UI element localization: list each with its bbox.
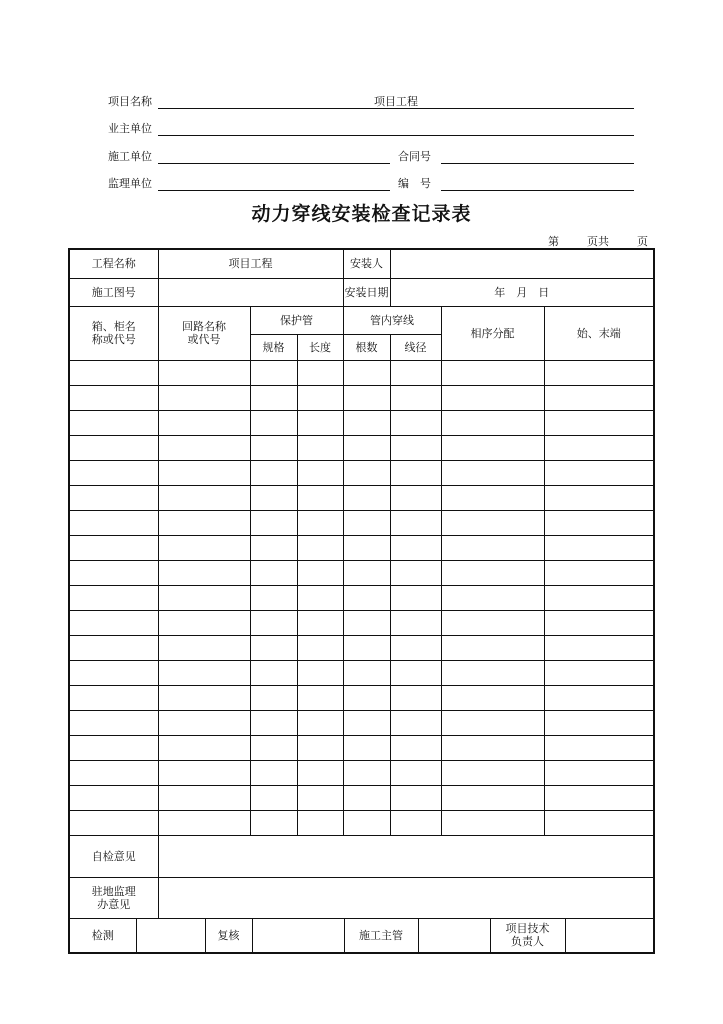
contract-no-label: 合同号 [398, 150, 431, 163]
self-check-field[interactable] [158, 835, 654, 877]
project-value[interactable]: 项目工程 [158, 249, 343, 278]
col-box [69, 306, 158, 360]
page-total-label: 页共 [587, 235, 609, 248]
install-date-label: 安装日期 [343, 278, 390, 306]
table-cell[interactable] [441, 685, 544, 710]
col-box-line2: 称或代号 [91, 333, 136, 346]
table-cell[interactable] [69, 535, 158, 560]
table-row [69, 385, 654, 410]
table-cell[interactable] [297, 560, 343, 585]
installer-field[interactable] [390, 249, 654, 278]
tech-lead-line1: 项目技术 [505, 922, 550, 935]
table-cell[interactable] [390, 560, 441, 585]
table-cell[interactable] [158, 660, 250, 685]
table-cell[interactable] [441, 560, 544, 585]
table-cell[interactable] [297, 610, 343, 635]
supervisor-opinion-label [69, 877, 158, 918]
table-cell[interactable] [441, 735, 544, 760]
table-cell[interactable] [390, 685, 441, 710]
table-cell[interactable] [250, 510, 297, 535]
table-cell[interactable] [441, 410, 544, 435]
table-cell[interactable] [441, 810, 544, 835]
table-cell[interactable] [297, 535, 343, 560]
table-cell[interactable] [390, 810, 441, 835]
table-cell[interactable] [297, 785, 343, 810]
owner-line[interactable] [158, 135, 634, 136]
table-cell[interactable] [390, 510, 441, 535]
table-cell[interactable] [250, 560, 297, 585]
table-cell[interactable] [343, 760, 390, 785]
table-cell[interactable] [390, 585, 441, 610]
table-cell[interactable] [250, 435, 297, 460]
col-count: 根数 [343, 334, 390, 360]
project-name-label: 项目名称 [108, 95, 152, 108]
table-cell[interactable] [297, 360, 343, 385]
table-cell[interactable] [343, 585, 390, 610]
table-row [69, 785, 654, 810]
table-cell[interactable] [441, 785, 544, 810]
col-box-line1: 箱、柜名 [91, 320, 136, 333]
table-cell[interactable] [297, 760, 343, 785]
table-cell[interactable] [441, 585, 544, 610]
table-cell[interactable] [250, 685, 297, 710]
table-cell[interactable] [544, 535, 654, 560]
table-cell[interactable] [297, 710, 343, 735]
table-cell[interactable] [158, 485, 250, 510]
table-cell[interactable] [69, 435, 158, 460]
table-cell[interactable] [544, 435, 654, 460]
install-date-field[interactable]: 年 月 日 [390, 278, 654, 306]
table-row [69, 610, 654, 635]
table-cell[interactable] [544, 810, 654, 835]
table-cell[interactable] [343, 635, 390, 660]
table-cell[interactable] [343, 810, 390, 835]
table-cell[interactable] [544, 735, 654, 760]
table-cell[interactable] [69, 660, 158, 685]
drawing-label: 施工图号 [69, 278, 158, 306]
table-cell[interactable] [441, 635, 544, 660]
table-cell[interactable] [250, 710, 297, 735]
table-cell[interactable] [69, 510, 158, 535]
table-cell[interactable] [158, 410, 250, 435]
table-cell[interactable] [343, 410, 390, 435]
contract-no-line[interactable] [441, 163, 634, 164]
tech-lead-label [490, 919, 565, 952]
table-row [69, 535, 654, 560]
table-cell[interactable] [297, 435, 343, 460]
table-row [69, 360, 654, 385]
table-cell[interactable] [441, 460, 544, 485]
table-cell[interactable] [250, 535, 297, 560]
table-cell[interactable] [390, 410, 441, 435]
owner-label: 业主单位 [108, 122, 152, 135]
table-row [69, 585, 654, 610]
table-cell[interactable] [250, 585, 297, 610]
table-cell[interactable] [343, 735, 390, 760]
table-cell[interactable] [158, 610, 250, 635]
review-field[interactable] [252, 919, 344, 952]
table-cell[interactable] [390, 710, 441, 735]
table-row [69, 485, 654, 510]
table-cell[interactable] [544, 385, 654, 410]
table-cell[interactable] [343, 660, 390, 685]
tech-lead-line2: 负责人 [511, 935, 544, 948]
table-cell[interactable] [544, 710, 654, 735]
table-cell[interactable] [343, 485, 390, 510]
table-row [69, 560, 654, 585]
contractor-label: 施工单位 [108, 150, 152, 163]
table-cell[interactable] [69, 585, 158, 610]
table-cell[interactable] [544, 460, 654, 485]
table-cell[interactable] [343, 510, 390, 535]
form-title: 动力穿线安装检查记录表 [251, 203, 472, 225]
table-cell[interactable] [441, 610, 544, 635]
table-cell[interactable] [343, 610, 390, 635]
table-cell[interactable] [250, 660, 297, 685]
table-cell[interactable] [343, 360, 390, 385]
table-cell[interactable] [343, 785, 390, 810]
col-spec: 规格 [250, 334, 297, 360]
table-cell[interactable] [390, 485, 441, 510]
table-cell[interactable] [69, 635, 158, 660]
table-cell[interactable] [544, 410, 654, 435]
table-row [69, 410, 654, 435]
page-label: 第 [548, 235, 559, 248]
supervisor-opinion-line2: 办意见 [97, 897, 131, 911]
table-row [69, 460, 654, 485]
col-circuit [158, 306, 250, 360]
table-cell[interactable] [390, 385, 441, 410]
col-circuit-line1: 回路名称 [182, 320, 226, 333]
table-row [69, 710, 654, 735]
table-cell[interactable] [250, 485, 297, 510]
table-cell[interactable] [158, 710, 250, 735]
table-cell[interactable] [544, 560, 654, 585]
number-line[interactable] [441, 190, 634, 191]
table-cell[interactable] [158, 435, 250, 460]
table-cell[interactable] [69, 760, 158, 785]
table-cell[interactable] [544, 585, 654, 610]
construction-lead-field[interactable] [418, 919, 490, 952]
table-cell[interactable] [158, 585, 250, 610]
table-row [69, 760, 654, 785]
table-cell[interactable] [250, 385, 297, 410]
table-cell[interactable] [69, 560, 158, 585]
table-cell[interactable] [441, 435, 544, 460]
col-circuit-line2: 或代号 [187, 333, 221, 346]
table-cell[interactable] [390, 785, 441, 810]
table-cell[interactable] [343, 535, 390, 560]
table-cell[interactable] [297, 410, 343, 435]
table-cell[interactable] [69, 735, 158, 760]
table-cell[interactable] [69, 410, 158, 435]
table-cell[interactable] [343, 385, 390, 410]
table-cell[interactable] [297, 635, 343, 660]
table-cell[interactable] [390, 635, 441, 660]
table-row [69, 735, 654, 760]
supervisor-line[interactable] [158, 190, 390, 191]
table-cell[interactable] [250, 360, 297, 385]
table-cell[interactable] [297, 685, 343, 710]
table-cell[interactable] [441, 535, 544, 560]
project-label: 工程名称 [69, 249, 158, 278]
table-cell[interactable] [158, 560, 250, 585]
table-cell[interactable] [544, 510, 654, 535]
table-cell[interactable] [250, 610, 297, 635]
col-conduit: 保护管 [250, 306, 343, 334]
table-cell[interactable] [158, 510, 250, 535]
page-end-label: 页 [637, 235, 648, 248]
number-label: 编 号 [398, 177, 431, 190]
table-cell[interactable] [69, 610, 158, 635]
table-cell[interactable] [544, 635, 654, 660]
table-cell[interactable] [158, 785, 250, 810]
project-name-value: 项目工程 [374, 95, 418, 108]
table-cell[interactable] [250, 410, 297, 435]
table-cell[interactable] [544, 660, 654, 685]
table-cell[interactable] [544, 610, 654, 635]
table-cell[interactable] [297, 385, 343, 410]
inspect-label: 检测 [70, 919, 136, 952]
table-cell[interactable] [69, 385, 158, 410]
table-cell[interactable] [158, 685, 250, 710]
table-cell[interactable] [297, 485, 343, 510]
table-cell[interactable] [390, 460, 441, 485]
table-row [69, 660, 654, 685]
table-cell[interactable] [441, 360, 544, 385]
table-cell[interactable] [250, 810, 297, 835]
table-row [69, 510, 654, 535]
supervisor-opinion-line1: 驻地监理 [91, 884, 136, 898]
table-cell[interactable] [158, 360, 250, 385]
table-cell[interactable] [297, 460, 343, 485]
table-cell[interactable] [544, 485, 654, 510]
col-ends: 始、末端 [544, 306, 654, 360]
col-phase: 相序分配 [441, 306, 544, 360]
table-cell[interactable] [544, 360, 654, 385]
table-cell[interactable] [250, 735, 297, 760]
table-cell[interactable] [297, 735, 343, 760]
table-row [69, 810, 654, 835]
inspection-table [68, 248, 655, 954]
table-cell[interactable] [158, 760, 250, 785]
table-cell[interactable] [250, 635, 297, 660]
table-cell[interactable] [250, 760, 297, 785]
table-row [69, 685, 654, 710]
table-cell[interactable] [250, 785, 297, 810]
table-cell[interactable] [441, 660, 544, 685]
table-cell[interactable] [158, 460, 250, 485]
supervisor-opinion-field[interactable] [158, 877, 654, 918]
tech-lead-field[interactable] [565, 919, 654, 952]
table-cell[interactable] [441, 385, 544, 410]
table-cell[interactable] [544, 685, 654, 710]
table-cell[interactable] [441, 710, 544, 735]
table-cell[interactable] [69, 460, 158, 485]
table-cell[interactable] [297, 585, 343, 610]
table-cell[interactable] [158, 810, 250, 835]
review-label: 复核 [205, 919, 252, 952]
table-cell[interactable] [390, 535, 441, 560]
table-cell[interactable] [390, 735, 441, 760]
table-cell[interactable] [441, 485, 544, 510]
col-gauge: 线径 [390, 334, 441, 360]
table-cell[interactable] [343, 710, 390, 735]
table-cell[interactable] [297, 510, 343, 535]
table-cell[interactable] [69, 710, 158, 735]
table-cell[interactable] [250, 460, 297, 485]
inspect-field[interactable] [136, 919, 205, 952]
col-wiring: 管内穿线 [343, 306, 441, 334]
table-cell[interactable] [297, 810, 343, 835]
supervisor-label: 监理单位 [108, 177, 152, 190]
table-cell[interactable] [544, 760, 654, 785]
self-check-label: 自检意见 [69, 835, 158, 877]
drawing-field[interactable] [158, 278, 343, 306]
table-row [69, 435, 654, 460]
table-cell[interactable] [343, 685, 390, 710]
table-cell[interactable] [69, 360, 158, 385]
table-cell[interactable] [158, 735, 250, 760]
table-cell[interactable] [441, 510, 544, 535]
table-cell[interactable] [158, 385, 250, 410]
table-cell[interactable] [390, 610, 441, 635]
contractor-line[interactable] [158, 163, 390, 164]
col-length: 长度 [297, 334, 343, 360]
table-cell[interactable] [390, 760, 441, 785]
table-cell[interactable] [544, 785, 654, 810]
table-cell[interactable] [390, 360, 441, 385]
table-cell[interactable] [69, 485, 158, 510]
table-cell[interactable] [158, 635, 250, 660]
table-cell[interactable] [158, 535, 250, 560]
table-cell[interactable] [297, 660, 343, 685]
construction-lead-label: 施工主管 [344, 919, 418, 952]
installer-label: 安装人 [343, 249, 390, 278]
table-cell[interactable] [390, 435, 441, 460]
table-cell[interactable] [441, 760, 544, 785]
table-cell[interactable] [343, 460, 390, 485]
table-cell[interactable] [69, 685, 158, 710]
table-cell[interactable] [343, 560, 390, 585]
table-cell[interactable] [343, 435, 390, 460]
table-row [69, 635, 654, 660]
table-cell[interactable] [69, 785, 158, 810]
table-cell[interactable] [69, 810, 158, 835]
table-cell[interactable] [390, 660, 441, 685]
